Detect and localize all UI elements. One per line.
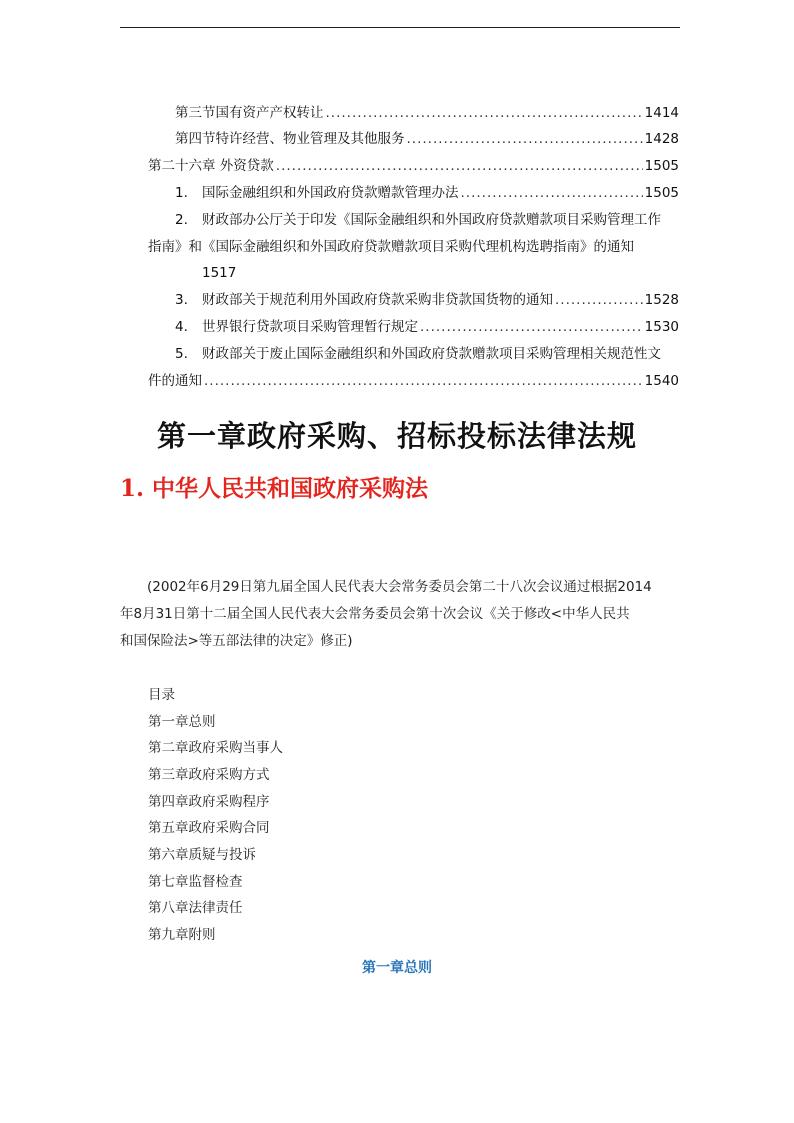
contents-item[interactable]: 第三章政府采购方式 bbox=[148, 767, 270, 783]
toc-entry-label-continued: 件的通知 bbox=[148, 373, 202, 389]
toc-entry-label: 第四节特许经营、物业管理及其他服务 bbox=[175, 131, 405, 147]
toc-entry-line[interactable] bbox=[175, 211, 661, 229]
toc-entry-page: 1530 bbox=[644, 319, 679, 335]
toc-entry-line[interactable] bbox=[175, 345, 661, 363]
header-rule bbox=[120, 27, 680, 28]
toc-entry[interactable] bbox=[175, 184, 679, 202]
toc-entry[interactable] bbox=[175, 130, 679, 148]
toc-entry-number: 2. bbox=[175, 212, 188, 228]
contents-item[interactable]: 第八章法律责任 bbox=[148, 900, 243, 916]
contents-item[interactable]: 第二章政府采购当事人 bbox=[148, 740, 283, 756]
toc-leader-dots bbox=[204, 372, 643, 390]
toc-entry-page: 1540 bbox=[644, 373, 679, 389]
toc-entry-label: 世界银行贷款项目采购管理暂行规定 bbox=[202, 319, 418, 335]
toc-entry-page: 1517 bbox=[202, 265, 237, 281]
contents-item[interactable]: 第四章政府采购程序 bbox=[148, 794, 270, 810]
contents-item[interactable]: 第九章附则 bbox=[148, 927, 216, 943]
toc-entry-page: 1505 bbox=[644, 185, 679, 201]
toc-entry-page: 1528 bbox=[644, 292, 679, 308]
toc-entry-label: 国际金融组织和外国政府贷款赠款管理办法 bbox=[202, 185, 459, 201]
toc-leader-dots bbox=[461, 184, 643, 202]
toc-entry-label-continued: 指南》和《国际金融组织和外国政府贷款赠款项目采购代理机构选聘指南》的通知 bbox=[148, 239, 634, 255]
toc-entry[interactable] bbox=[175, 104, 679, 122]
toc-entry-number: 5. bbox=[175, 346, 188, 362]
adoption-note-line: 和国保险法>等五部法律的决定》修正) bbox=[120, 633, 353, 649]
section-heading: 第一章总则 bbox=[362, 960, 432, 976]
contents-item[interactable]: 第六章质疑与投诉 bbox=[148, 847, 256, 863]
toc-entry-label: 财政部关于废止国际金融组织和外国政府贷款赠款项目采购管理相关规范性文 bbox=[202, 346, 661, 362]
toc-leader-dots bbox=[276, 157, 643, 175]
toc-leader-dots bbox=[420, 318, 643, 336]
toc-leader-dots bbox=[407, 130, 643, 148]
toc-entry-page: 1428 bbox=[644, 131, 679, 147]
adoption-note-line: 年8月31日第十二届全国人民代表大会常务委员会第十次会议《关于修改<中华人民共 bbox=[120, 606, 630, 622]
toc-entry-label: 财政部办公厅关于印发《国际金融组织和外国政府贷款赠款项目采购管理工作 bbox=[202, 212, 661, 228]
toc-entry[interactable] bbox=[175, 318, 679, 336]
toc-entry[interactable] bbox=[175, 291, 679, 309]
toc-leader-dots bbox=[326, 104, 643, 122]
contents-item[interactable]: 第七章监督检查 bbox=[148, 874, 243, 890]
toc-entry-label: 财政部关于规范利用外国政府贷款采购非贷款国货物的通知 bbox=[202, 292, 553, 308]
toc-entry-line[interactable] bbox=[148, 238, 634, 256]
toc-entry[interactable] bbox=[148, 372, 679, 390]
contents-item[interactable]: 第五章政府采购合同 bbox=[148, 820, 270, 836]
law-title: 1. 中华人民共和国政府采购法 bbox=[120, 475, 429, 502]
toc-entry-number: 3. bbox=[175, 292, 188, 308]
chapter-title: 第一章政府采购、招标投标法律法规 bbox=[156, 419, 637, 453]
contents-item[interactable]: 第一章总则 bbox=[148, 714, 216, 730]
toc-entry[interactable] bbox=[148, 157, 679, 175]
toc-entry-number: 4. bbox=[175, 319, 188, 335]
toc-entry-page: 1414 bbox=[644, 105, 679, 121]
toc-entry-label: 第三节国有资产产权转让 bbox=[175, 105, 324, 121]
adoption-note-line: (2002年6月29日第九届全国人民代表大会常务委员会第二十八次会议通过根据2014 bbox=[147, 579, 652, 595]
toc-entry-page: 1505 bbox=[644, 158, 679, 174]
toc-entry-label: 第二十六章 外资贷款 bbox=[148, 158, 274, 174]
contents-heading: 目录 bbox=[148, 687, 175, 703]
toc-leader-dots bbox=[555, 291, 643, 309]
toc-entry-number: 1. bbox=[175, 185, 188, 201]
